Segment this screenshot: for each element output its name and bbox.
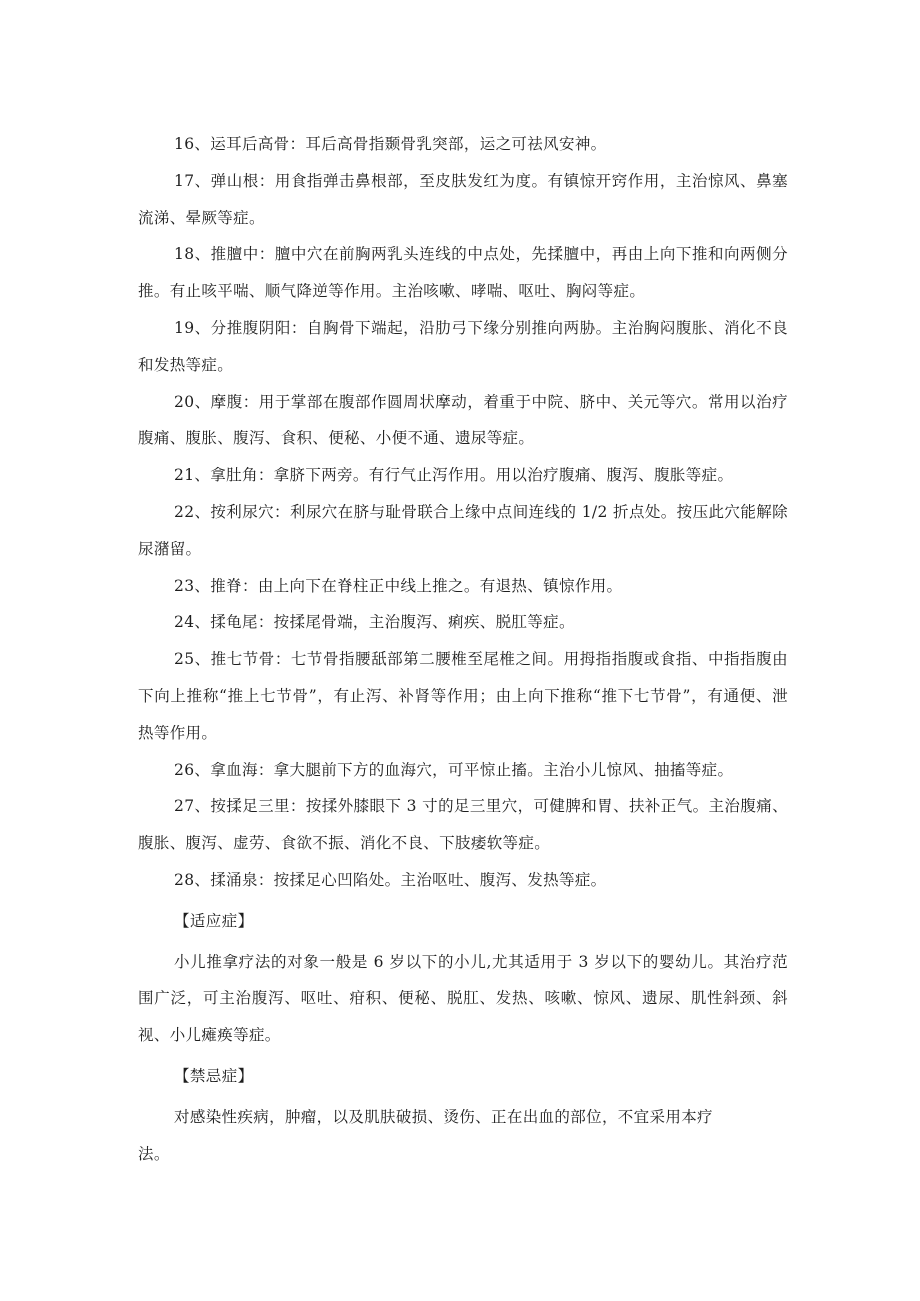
- massage-item-18: 18、推膻中：膻中穴在前胸两乳头连线的中点处，先揉膻中，再由上向下推和向两侧分推。有止咳平喘、顺气降逆等作用。主治咳嗽、哮喘、呕吐、胸闷等症。: [138, 245, 788, 301]
- massage-item-28: 28、揉涌泉：按揉足心凹陷处。主治呕吐、腹泻、发热等症。: [174, 870, 607, 889]
- indications-heading: 【适应症】: [174, 911, 254, 930]
- massage-item-19: 19、分推腹阴阳：自胸骨下端起，沿肋弓下缘分别推向两胁。主治胸闷腹胀、消化不良和发热等症。: [138, 318, 788, 374]
- massage-item-23: 23、推脊：由上向下在脊柱正中线上推之。有退热、镇惊作用。: [174, 576, 623, 595]
- massage-item-21: 21、拿肚角：拿脐下两旁。有行气止泻作用。用以治疗腹痛、腹泻、腹胀等症。: [174, 466, 734, 485]
- massage-item-16: 16、运耳后高骨：耳后高骨指颞骨乳突部，运之可祛风安神。: [174, 135, 607, 153]
- massage-item-25: 25、推七节骨：七节骨指腰舐部第二腰椎至尾椎之间。用拇指指腹或食指、中指指腹由下向上推称“推上七节骨”，有止泻、补肾等作用；由上向下推称“推下七节骨”，有通便、泄热等作用。: [138, 650, 788, 742]
- massage-item-22: 22、按利尿穴：利尿穴在脐与耻骨联合上缘中点间连线的 1/2 折点处。按压此穴能解除尿潴留。: [138, 502, 788, 558]
- contraindications-text: 对感染性疾病，肿瘤，以及肌肤破损、烫伤、正在出血的部位，不宜采用本疗法。: [138, 1107, 713, 1163]
- massage-item-27: 27、按揉足三里：按揉外膝眼下 3 寸的足三里穴，可健脾和胃、扶补正气。主治腹痛、腹胀、腹泻、虚劳、食欲不振、消化不良、下肢痿软等症。: [138, 797, 788, 853]
- massage-item-20: 20、摩腹：用于掌部在腹部作圆周状摩动，着重于中院、脐中、关元等穴。常用以治疗腹痛、腹胀、腹泻、食积、便秘、小便不通、遗尿等症。: [138, 392, 788, 448]
- indications-text: 小儿推拿疗法的对象一般是 6 岁以下的小儿,尤其适用于 3 岁以下的婴幼儿。其治疗范围广泛，可主治腹泻、呕吐、疳积、便秘、脱肛、发热、咳嗽、惊风、遗尿、肌性斜颈、斜视、小儿瘫痪等症。: [138, 952, 788, 1045]
- document-body: [138, 126, 788, 1172]
- massage-item-24: 24、揉龟尾：按揉尾骨端，主治腹泻、痢疾、脱肛等症。: [174, 613, 575, 632]
- massage-item-17: 17、弹山根：用食指弹击鼻根部，至皮肤发红为度。有镇惊开窍作用，主治惊风、鼻塞流涕、晕厥等症。: [138, 171, 788, 227]
- contraindications-heading: 【禁忌症】: [174, 1066, 254, 1085]
- massage-item-26: 26、拿血海：拿大腿前下方的血海穴，可平惊止搐。主治小儿惊风、抽搐等症。: [174, 760, 734, 779]
